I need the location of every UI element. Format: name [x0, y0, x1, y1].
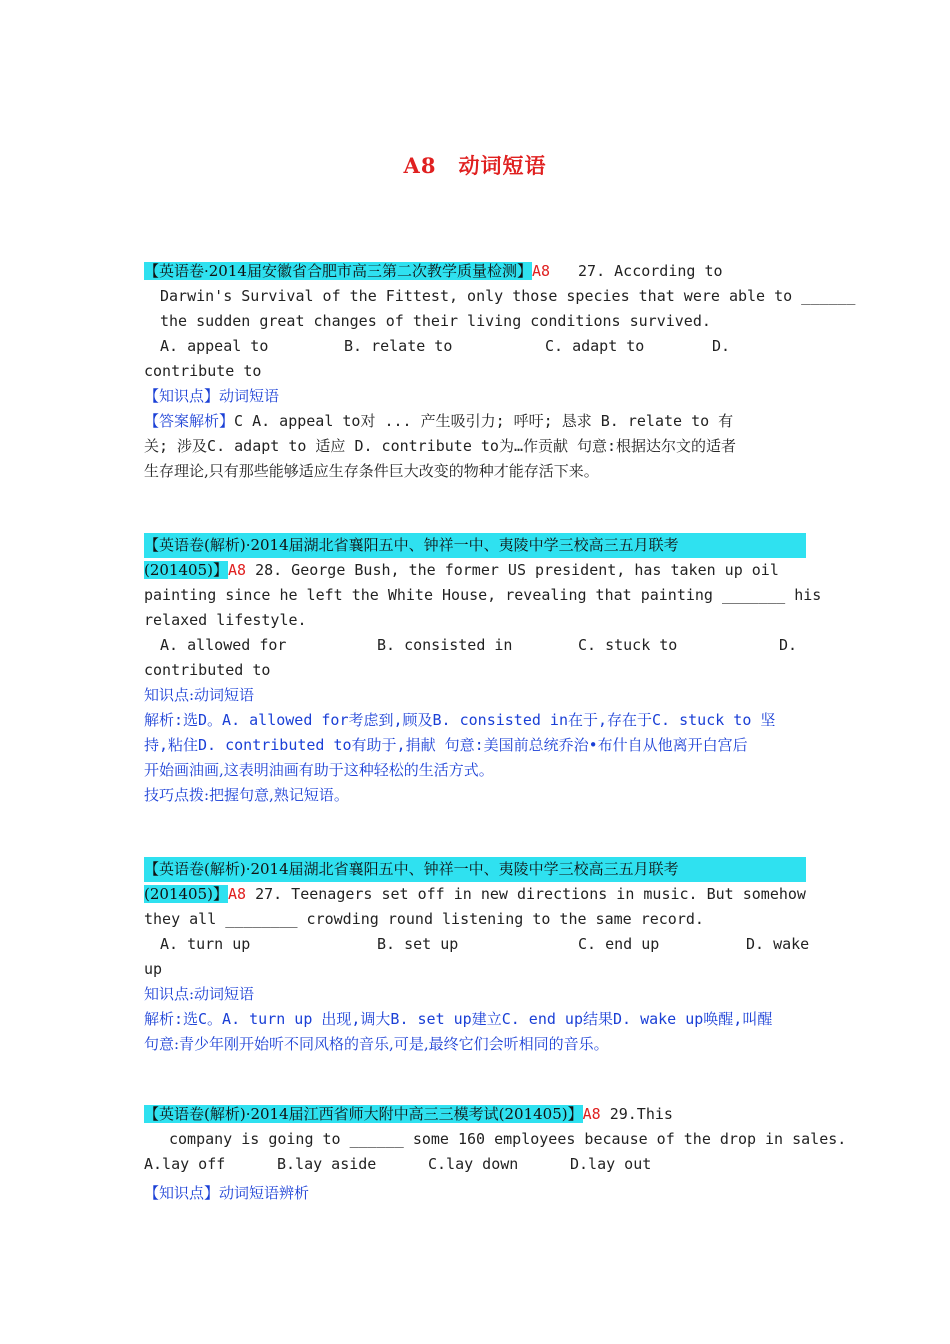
q1-kp-text: 动词短语	[219, 387, 280, 405]
q3-line1: 27. Teenagers set off in new directions in music. But somehow	[255, 885, 806, 903]
q1-line3: the sudden great changes of their living conditions survived.	[160, 312, 711, 330]
q1-answer-line2: 关; 涉及C. adapt to 适应 D. contribute to为…作贡献 句意:根据达尔文的适者	[144, 437, 737, 455]
q2-option-d: D.	[779, 636, 798, 654]
q3-header-line	[144, 882, 806, 907]
q2-line2: painting since he left the White House, revealing that painting _______ his	[144, 586, 822, 604]
q4-option-d: D.lay out	[570, 1155, 652, 1173]
q3-option-b: B. set up	[377, 935, 459, 953]
q4-tag: A8	[582, 1105, 601, 1123]
q3-explain-line2: 句意:青少年刚开始听不同风格的音乐,可是,最终它们会听相同的音乐。	[144, 1035, 609, 1053]
q2-explain-line1: 解析:选D。A. allowed for考虑到,顾及B. consisted in在于,存在于C. stuck to 坚	[144, 711, 776, 729]
q4-kp-label: 【知识点】	[144, 1184, 220, 1202]
q2-option-a: A. allowed for	[160, 636, 287, 654]
q1-answer-line3: 生存理论,只有那些能够适应生存条件巨大改变的物种才能存活下来。	[144, 462, 599, 480]
q2-source2: (201405)】	[144, 561, 228, 579]
q3-explain-line1: 解析:选C。A. turn up 出现,调大B. set up建立C. end up结果D. wake up唤醒,叫醒	[144, 1010, 773, 1028]
q4-option-a: A.lay off	[144, 1155, 226, 1173]
q4-option-b: B.lay aside	[277, 1155, 377, 1173]
q3-knowledge-point: 知识点:动词短语	[144, 985, 255, 1003]
q2-line1: 28. George Bush, the former US president, has taken up oil	[255, 561, 779, 579]
q4-option-c: C.lay down	[428, 1155, 519, 1173]
q1-line2: Darwin's Survival of the Fittest, only those species that were able to ______	[160, 287, 856, 305]
q4-kp-text: 动词短语辨析	[219, 1184, 310, 1202]
title-text: 动词短语	[458, 153, 547, 178]
q2-knowledge-point: 知识点:动词短语	[144, 686, 255, 704]
q2-option-c: C. stuck to	[578, 636, 678, 654]
q3-source-line1	[144, 857, 806, 882]
page-title	[0, 150, 950, 180]
q1-option-d: D.	[712, 337, 731, 355]
q3-source2: (201405)】	[144, 885, 228, 903]
q1-knowledge-point	[144, 384, 806, 409]
q2-source-line1	[144, 533, 806, 558]
q4-source: 【英语卷(解析)·2014届江西省师大附中高三三模考试(201405)】	[144, 1105, 583, 1123]
q1-option-c: C. adapt to	[545, 337, 645, 355]
q2-tip: 技巧点拨:把握句意,熟记短语。	[144, 786, 349, 804]
q3-line2: they all ________ crowding round listening to the same record.	[144, 910, 704, 928]
q1-line1: 27. According to	[578, 262, 723, 280]
title-code: A8	[403, 153, 437, 178]
q1-option-b: B. relate to	[344, 337, 453, 355]
q2-header-line	[144, 558, 806, 583]
q3-line4: up	[144, 960, 163, 978]
q2-source1: 【英语卷(解析)·2014届湖北省襄阳五中、钟祥一中、夷陵中学三校高三五月联考	[144, 533, 806, 558]
q4-line1: 29.This	[609, 1105, 673, 1123]
q1-option-a: A. appeal to	[160, 337, 269, 355]
q3-source1: 【英语卷(解析)·2014届湖北省襄阳五中、钟祥一中、夷陵中学三校高三五月联考	[144, 857, 806, 882]
q1-tag: A8	[531, 262, 551, 280]
q1-answer-text1: C A. appeal to对 ... 产生吸引力; 呼吁; 恳求 B. relate to 有	[234, 412, 734, 430]
q2-line5: contributed to	[144, 661, 271, 679]
q1-answer-line1	[144, 409, 806, 434]
q3-option-a: A. turn up	[160, 935, 251, 953]
q1-kp-label: 【知识点】	[144, 387, 220, 405]
q2-explain-line2: 持,粘住D. contributed to有助于,捐献 句意:美国前总统乔治•布什自从他离开白宫后	[144, 736, 748, 754]
q3-tag: A8	[227, 885, 247, 903]
q4-line2: company is going to ______ some 160 employees because of the drop in sales.	[169, 1130, 847, 1148]
q1-source: 【英语卷·2014届安徽省合肥市高三第二次教学质量检测】	[144, 262, 532, 280]
q2-tag: A8	[227, 561, 247, 579]
q1-line5: contribute to	[144, 362, 262, 380]
q1-header-line	[144, 259, 806, 284]
q2-option-b: B. consisted in	[377, 636, 513, 654]
q1-answer-label: 【答案解析】	[144, 412, 235, 430]
q2-explain-line3: 开始画油画,这表明油画有助于这种轻松的生活方式。	[144, 761, 494, 779]
q3-option-c: C. end up	[578, 935, 660, 953]
q4-header-line	[144, 1102, 806, 1127]
q2-line3: relaxed lifestyle.	[144, 611, 307, 629]
q4-knowledge-point	[144, 1181, 806, 1206]
q3-option-d: D. wake	[746, 935, 810, 953]
